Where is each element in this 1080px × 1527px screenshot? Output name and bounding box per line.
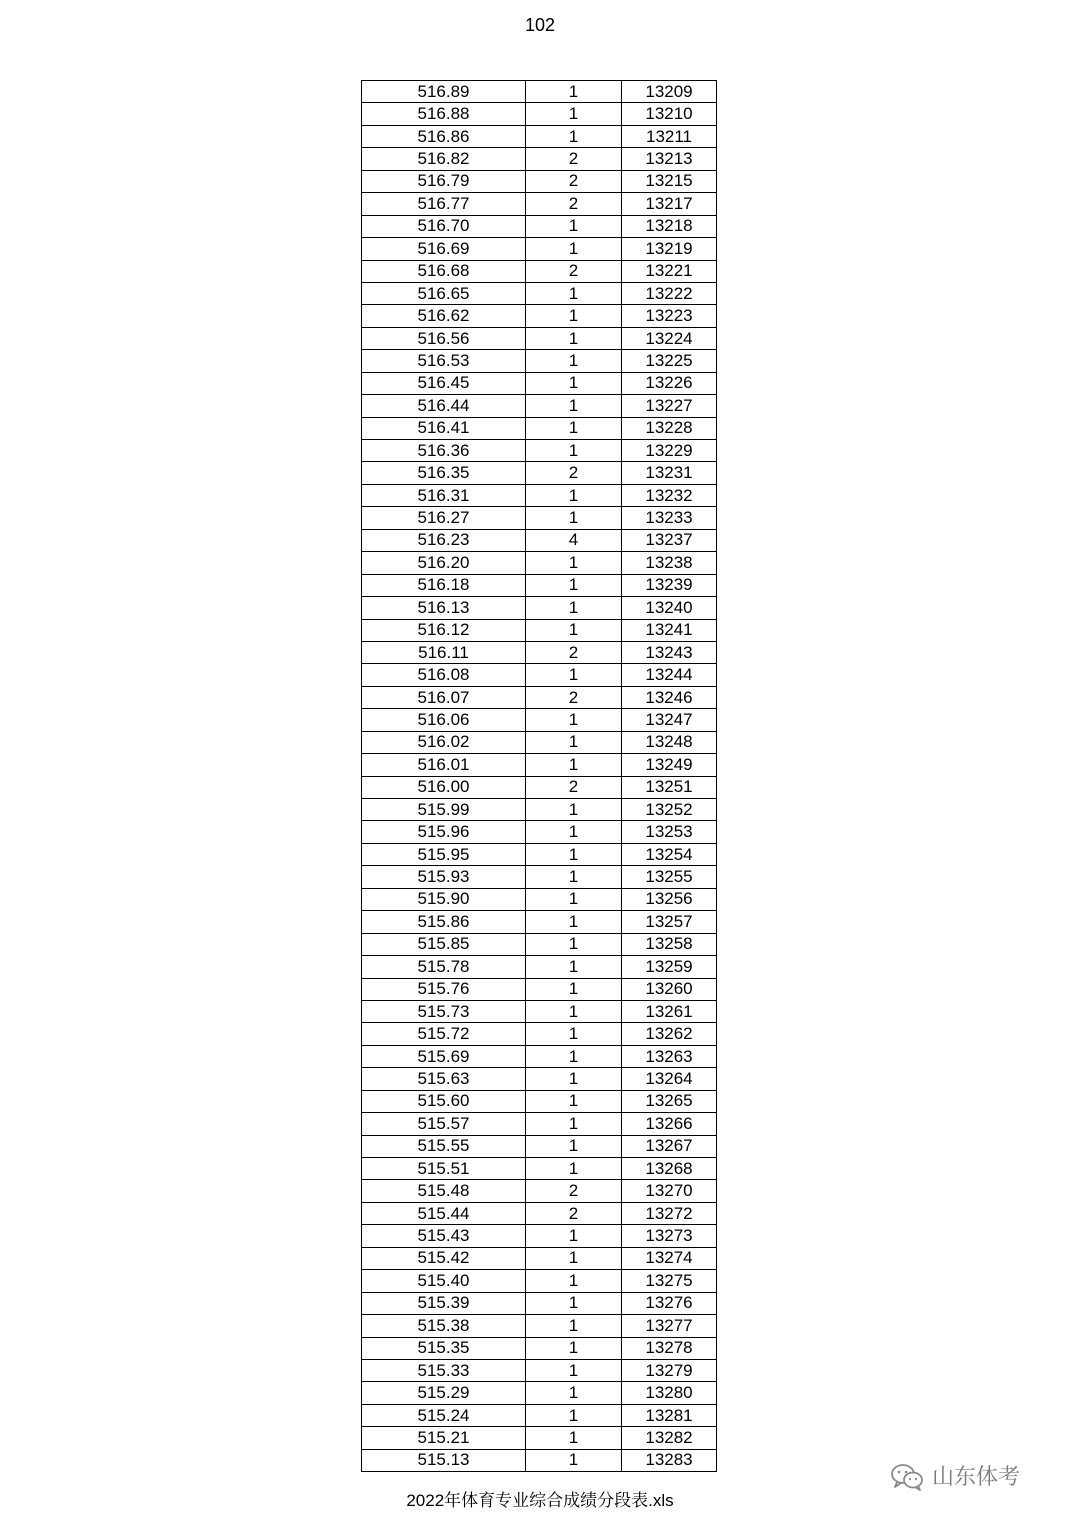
score-cell: 516.44 xyxy=(362,395,526,417)
count-cell: 1 xyxy=(526,1090,622,1112)
table-row xyxy=(362,1135,717,1157)
cumulative-cell: 13237 xyxy=(622,529,717,551)
table-row xyxy=(362,148,717,170)
score-cell: 516.45 xyxy=(362,372,526,394)
score-cell: 516.01 xyxy=(362,754,526,776)
cumulative-cell: 13238 xyxy=(622,552,717,574)
table-row xyxy=(362,260,717,282)
score-cell: 515.29 xyxy=(362,1382,526,1404)
count-cell: 2 xyxy=(526,1180,622,1202)
score-cell: 516.18 xyxy=(362,574,526,596)
count-cell: 1 xyxy=(526,350,622,372)
table-row xyxy=(362,395,717,417)
cumulative-cell: 13243 xyxy=(622,641,717,663)
cumulative-cell: 13219 xyxy=(622,238,717,260)
table-row xyxy=(362,215,717,237)
score-cell: 515.48 xyxy=(362,1180,526,1202)
count-cell: 4 xyxy=(526,529,622,551)
table-row xyxy=(362,193,717,215)
table-row xyxy=(362,1180,717,1202)
table-row xyxy=(362,911,717,933)
table-row xyxy=(362,1449,717,1471)
cumulative-cell: 13282 xyxy=(622,1427,717,1449)
score-cell: 515.85 xyxy=(362,933,526,955)
score-cell: 516.68 xyxy=(362,260,526,282)
score-cell: 515.72 xyxy=(362,1023,526,1045)
cumulative-cell: 13264 xyxy=(622,1068,717,1090)
table-row xyxy=(362,1158,717,1180)
count-cell: 1 xyxy=(526,731,622,753)
count-cell: 1 xyxy=(526,238,622,260)
score-cell: 516.62 xyxy=(362,305,526,327)
count-cell: 2 xyxy=(526,170,622,192)
table-row xyxy=(362,956,717,978)
score-cell: 515.33 xyxy=(362,1359,526,1381)
cumulative-cell: 13263 xyxy=(622,1045,717,1067)
cumulative-cell: 13226 xyxy=(622,372,717,394)
table-row xyxy=(362,597,717,619)
count-cell: 2 xyxy=(526,1202,622,1224)
count-cell: 1 xyxy=(526,440,622,462)
count-cell: 1 xyxy=(526,1158,622,1180)
table-row xyxy=(362,507,717,529)
cumulative-cell: 13255 xyxy=(622,866,717,888)
cumulative-cell: 13218 xyxy=(622,215,717,237)
table-row xyxy=(362,641,717,663)
count-cell: 1 xyxy=(526,507,622,529)
score-cell: 515.55 xyxy=(362,1135,526,1157)
count-cell: 1 xyxy=(526,1315,622,1337)
score-cell: 516.53 xyxy=(362,350,526,372)
count-cell: 1 xyxy=(526,1337,622,1359)
score-cell: 515.24 xyxy=(362,1404,526,1426)
table-row xyxy=(362,170,717,192)
table-row xyxy=(362,754,717,776)
wechat-icon xyxy=(890,1463,924,1491)
cumulative-cell: 13276 xyxy=(622,1292,717,1314)
table-row xyxy=(362,1382,717,1404)
table-row xyxy=(362,350,717,372)
score-cell: 516.20 xyxy=(362,552,526,574)
score-cell: 516.27 xyxy=(362,507,526,529)
table-row xyxy=(362,664,717,686)
cumulative-cell: 13272 xyxy=(622,1202,717,1224)
table-row xyxy=(362,1000,717,1022)
count-cell: 1 xyxy=(526,574,622,596)
cumulative-cell: 13268 xyxy=(622,1158,717,1180)
count-cell: 1 xyxy=(526,933,622,955)
cumulative-cell: 13278 xyxy=(622,1337,717,1359)
table-row xyxy=(362,1337,717,1359)
count-cell: 1 xyxy=(526,1382,622,1404)
cumulative-cell: 13229 xyxy=(622,440,717,462)
cumulative-cell: 13265 xyxy=(622,1090,717,1112)
cumulative-cell: 13270 xyxy=(622,1180,717,1202)
table-row xyxy=(362,1315,717,1337)
cumulative-cell: 13273 xyxy=(622,1225,717,1247)
count-cell: 1 xyxy=(526,619,622,641)
count-cell: 1 xyxy=(526,1068,622,1090)
score-cell: 516.82 xyxy=(362,148,526,170)
table-row xyxy=(362,462,717,484)
cumulative-cell: 13253 xyxy=(622,821,717,843)
document-filename: 2022年体育专业综合成绩分段表.xls xyxy=(406,1491,674,1510)
cumulative-cell: 13248 xyxy=(622,731,717,753)
score-cell: 516.12 xyxy=(362,619,526,641)
score-cell: 515.76 xyxy=(362,978,526,1000)
score-cell: 515.69 xyxy=(362,1045,526,1067)
score-cell: 516.86 xyxy=(362,125,526,147)
cumulative-cell: 13209 xyxy=(622,81,717,103)
score-cell: 515.44 xyxy=(362,1202,526,1224)
table-row xyxy=(362,103,717,125)
count-cell: 1 xyxy=(526,103,622,125)
count-cell: 1 xyxy=(526,1023,622,1045)
cumulative-cell: 13260 xyxy=(622,978,717,1000)
table-row xyxy=(362,125,717,147)
count-cell: 1 xyxy=(526,1359,622,1381)
score-cell: 516.06 xyxy=(362,709,526,731)
score-cell: 516.41 xyxy=(362,417,526,439)
score-cell: 516.31 xyxy=(362,484,526,506)
count-cell: 1 xyxy=(526,709,622,731)
score-cell: 515.57 xyxy=(362,1113,526,1135)
cumulative-cell: 13232 xyxy=(622,484,717,506)
cumulative-cell: 13262 xyxy=(622,1023,717,1045)
watermark xyxy=(890,1462,1020,1492)
table-row xyxy=(362,1292,717,1314)
score-cell: 516.23 xyxy=(362,529,526,551)
score-cell: 515.51 xyxy=(362,1158,526,1180)
table-row xyxy=(362,1045,717,1067)
cumulative-cell: 13246 xyxy=(622,686,717,708)
cumulative-cell: 13252 xyxy=(622,799,717,821)
table-row xyxy=(362,574,717,596)
count-cell: 1 xyxy=(526,1404,622,1426)
table-body xyxy=(362,81,717,1472)
score-cell: 516.88 xyxy=(362,103,526,125)
table-row xyxy=(362,799,717,821)
count-cell: 2 xyxy=(526,260,622,282)
count-cell: 1 xyxy=(526,843,622,865)
table-row xyxy=(362,731,717,753)
table-row xyxy=(362,1225,717,1247)
count-cell: 1 xyxy=(526,372,622,394)
table-row xyxy=(362,81,717,103)
count-cell: 1 xyxy=(526,327,622,349)
score-cell: 515.38 xyxy=(362,1315,526,1337)
score-cell: 516.79 xyxy=(362,170,526,192)
score-cell: 516.35 xyxy=(362,462,526,484)
score-cell: 515.39 xyxy=(362,1292,526,1314)
cumulative-cell: 13215 xyxy=(622,170,717,192)
score-cell: 515.95 xyxy=(362,843,526,865)
score-cell: 515.21 xyxy=(362,1427,526,1449)
table-row xyxy=(362,1270,717,1292)
score-cell: 516.77 xyxy=(362,193,526,215)
count-cell: 1 xyxy=(526,1449,622,1471)
watermark-text: 山东体考 xyxy=(932,1464,1021,1489)
count-cell: 1 xyxy=(526,911,622,933)
cumulative-cell: 13213 xyxy=(622,148,717,170)
count-cell: 1 xyxy=(526,1135,622,1157)
score-cell: 516.08 xyxy=(362,664,526,686)
table-row xyxy=(362,417,717,439)
score-cell: 515.90 xyxy=(362,888,526,910)
cumulative-cell: 13247 xyxy=(622,709,717,731)
table-row xyxy=(362,1202,717,1224)
score-cell: 515.99 xyxy=(362,799,526,821)
count-cell: 1 xyxy=(526,1000,622,1022)
count-cell: 2 xyxy=(526,776,622,798)
cumulative-cell: 13258 xyxy=(622,933,717,955)
score-cell: 516.56 xyxy=(362,327,526,349)
cumulative-cell: 13222 xyxy=(622,282,717,304)
table-row xyxy=(362,888,717,910)
table-row xyxy=(362,440,717,462)
cumulative-cell: 13233 xyxy=(622,507,717,529)
score-cell: 515.40 xyxy=(362,1270,526,1292)
table-row xyxy=(362,619,717,641)
count-cell: 1 xyxy=(526,978,622,1000)
score-cell: 516.02 xyxy=(362,731,526,753)
count-cell: 2 xyxy=(526,462,622,484)
score-cell: 516.36 xyxy=(362,440,526,462)
cumulative-cell: 13261 xyxy=(622,1000,717,1022)
table-row xyxy=(362,776,717,798)
count-cell: 1 xyxy=(526,552,622,574)
table-row xyxy=(362,305,717,327)
count-cell: 1 xyxy=(526,1292,622,1314)
count-cell: 2 xyxy=(526,148,622,170)
count-cell: 1 xyxy=(526,597,622,619)
cumulative-cell: 13225 xyxy=(622,350,717,372)
cumulative-cell: 13254 xyxy=(622,843,717,865)
cumulative-cell: 13221 xyxy=(622,260,717,282)
count-cell: 1 xyxy=(526,81,622,103)
cumulative-cell: 13210 xyxy=(622,103,717,125)
count-cell: 2 xyxy=(526,193,622,215)
count-cell: 1 xyxy=(526,125,622,147)
score-cell: 515.96 xyxy=(362,821,526,843)
count-cell: 1 xyxy=(526,956,622,978)
cumulative-cell: 13244 xyxy=(622,664,717,686)
score-cell: 515.86 xyxy=(362,911,526,933)
score-cell: 516.69 xyxy=(362,238,526,260)
table-row xyxy=(362,866,717,888)
table-row xyxy=(362,529,717,551)
score-cell: 516.65 xyxy=(362,282,526,304)
cumulative-cell: 13241 xyxy=(622,619,717,641)
cumulative-cell: 13228 xyxy=(622,417,717,439)
table-row xyxy=(362,552,717,574)
table-row xyxy=(362,327,717,349)
cumulative-cell: 13277 xyxy=(622,1315,717,1337)
count-cell: 2 xyxy=(526,686,622,708)
score-cell: 515.35 xyxy=(362,1337,526,1359)
count-cell: 1 xyxy=(526,282,622,304)
count-cell: 1 xyxy=(526,484,622,506)
score-distribution-table xyxy=(361,80,717,1472)
cumulative-cell: 13274 xyxy=(622,1247,717,1269)
score-cell: 516.70 xyxy=(362,215,526,237)
score-cell: 515.93 xyxy=(362,866,526,888)
score-cell: 515.63 xyxy=(362,1068,526,1090)
count-cell: 1 xyxy=(526,1045,622,1067)
count-cell: 1 xyxy=(526,215,622,237)
cumulative-cell: 13280 xyxy=(622,1382,717,1404)
score-cell: 516.11 xyxy=(362,641,526,663)
cumulative-cell: 13249 xyxy=(622,754,717,776)
score-cell: 516.89 xyxy=(362,81,526,103)
table-row xyxy=(362,933,717,955)
count-cell: 1 xyxy=(526,417,622,439)
cumulative-cell: 13224 xyxy=(622,327,717,349)
score-cell: 515.42 xyxy=(362,1247,526,1269)
cumulative-cell: 13267 xyxy=(622,1135,717,1157)
count-cell: 1 xyxy=(526,395,622,417)
count-cell: 1 xyxy=(526,305,622,327)
count-cell: 1 xyxy=(526,1247,622,1269)
cumulative-cell: 13217 xyxy=(622,193,717,215)
count-cell: 1 xyxy=(526,1427,622,1449)
table-row xyxy=(362,1090,717,1112)
cumulative-cell: 13240 xyxy=(622,597,717,619)
score-cell: 516.00 xyxy=(362,776,526,798)
cumulative-cell: 13275 xyxy=(622,1270,717,1292)
table-row xyxy=(362,372,717,394)
cumulative-cell: 13283 xyxy=(622,1449,717,1471)
cumulative-cell: 13227 xyxy=(622,395,717,417)
table-row xyxy=(362,843,717,865)
cumulative-cell: 13257 xyxy=(622,911,717,933)
cumulative-cell: 13259 xyxy=(622,956,717,978)
table-row xyxy=(362,1427,717,1449)
cumulative-cell: 13231 xyxy=(622,462,717,484)
cumulative-cell: 13256 xyxy=(622,888,717,910)
count-cell: 1 xyxy=(526,664,622,686)
score-cell: 516.07 xyxy=(362,686,526,708)
table-row xyxy=(362,1023,717,1045)
score-cell: 515.73 xyxy=(362,1000,526,1022)
cumulative-cell: 13279 xyxy=(622,1359,717,1381)
score-cell: 515.13 xyxy=(362,1449,526,1471)
table-row xyxy=(362,1359,717,1381)
table-row xyxy=(362,1113,717,1135)
table-row xyxy=(362,484,717,506)
cumulative-cell: 13251 xyxy=(622,776,717,798)
count-cell: 1 xyxy=(526,1113,622,1135)
page-number: 102 xyxy=(524,15,556,35)
table-row xyxy=(362,1404,717,1426)
table-row xyxy=(362,1068,717,1090)
count-cell: 1 xyxy=(526,1225,622,1247)
count-cell: 1 xyxy=(526,1270,622,1292)
score-cell: 516.13 xyxy=(362,597,526,619)
table-row xyxy=(362,238,717,260)
count-cell: 1 xyxy=(526,888,622,910)
score-cell: 515.43 xyxy=(362,1225,526,1247)
score-cell: 515.60 xyxy=(362,1090,526,1112)
count-cell: 1 xyxy=(526,821,622,843)
table-row xyxy=(362,821,717,843)
cumulative-cell: 13239 xyxy=(622,574,717,596)
count-cell: 1 xyxy=(526,754,622,776)
table-row xyxy=(362,686,717,708)
table-row xyxy=(362,709,717,731)
cumulative-cell: 13223 xyxy=(622,305,717,327)
cumulative-cell: 13266 xyxy=(622,1113,717,1135)
count-cell: 2 xyxy=(526,641,622,663)
cumulative-cell: 13281 xyxy=(622,1404,717,1426)
cumulative-cell: 13211 xyxy=(622,125,717,147)
score-cell: 515.78 xyxy=(362,956,526,978)
table-row xyxy=(362,978,717,1000)
count-cell: 1 xyxy=(526,799,622,821)
count-cell: 1 xyxy=(526,866,622,888)
table-row xyxy=(362,1247,717,1269)
table-row xyxy=(362,282,717,304)
